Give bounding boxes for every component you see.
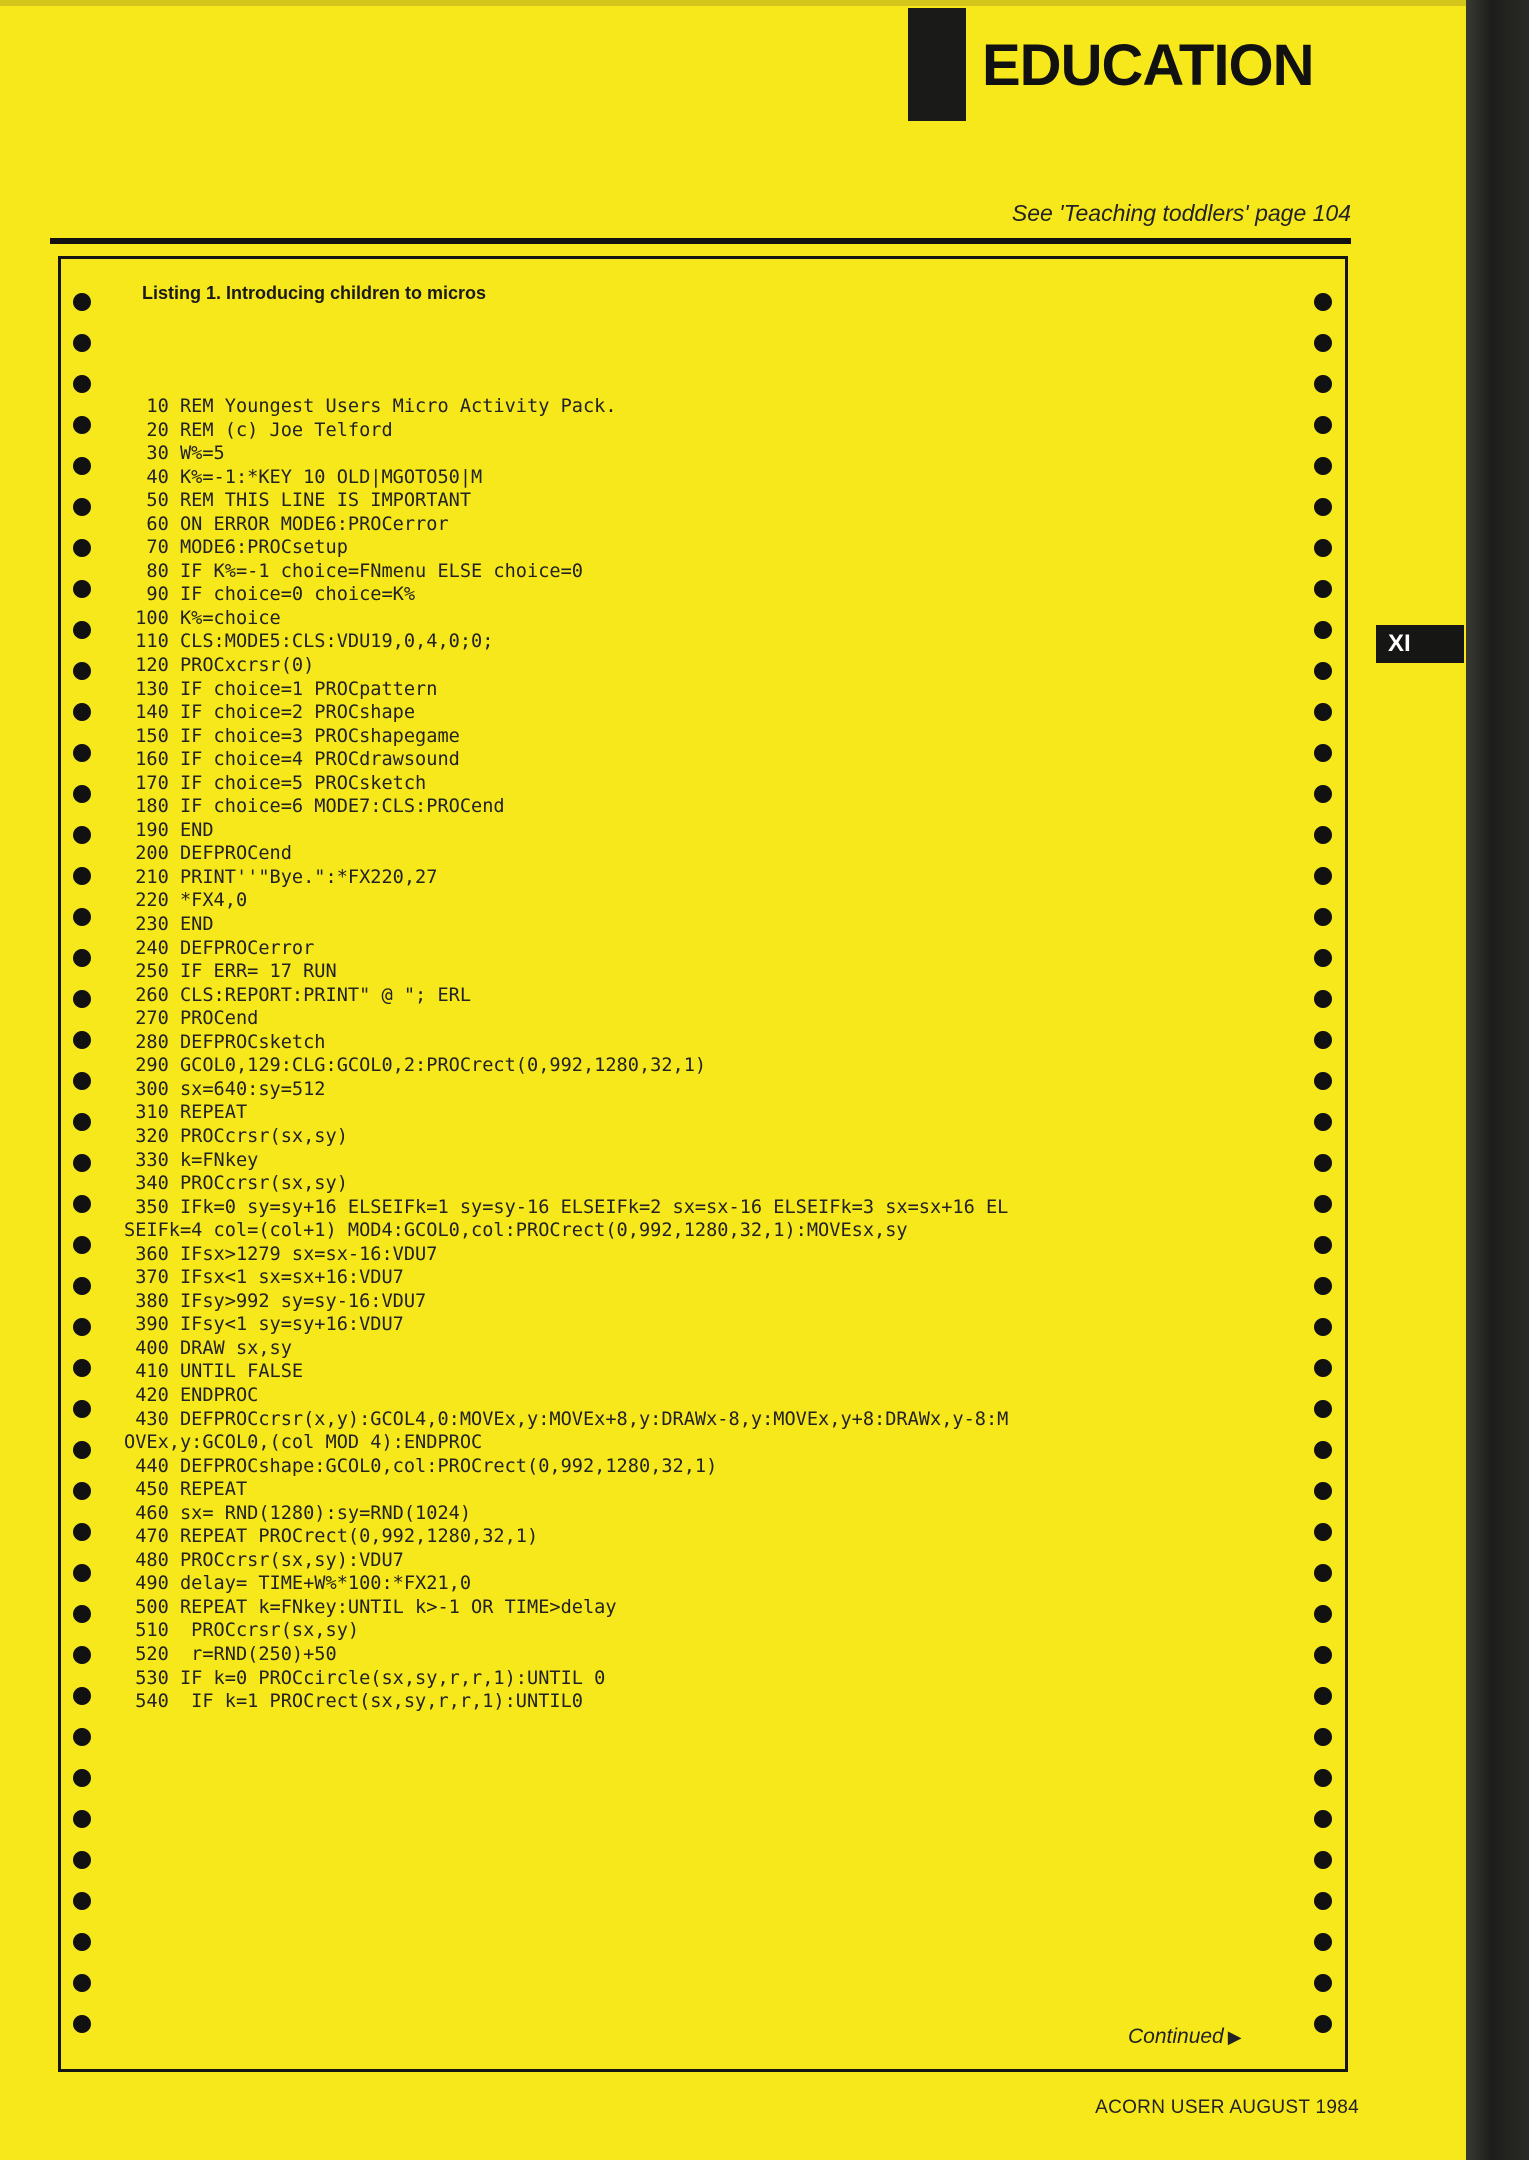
top-edge (0, 0, 1466, 6)
sprocket-hole (73, 744, 91, 762)
section-tab: XI (1376, 625, 1464, 663)
sprocket-hole (73, 1318, 91, 1336)
sprocket-hole (1314, 1441, 1332, 1459)
code-line: 300 sx=640:sy=512 (124, 1078, 326, 1100)
header-black-block (908, 8, 966, 121)
sprocket-hole (1314, 1318, 1332, 1336)
code-line: 120 PROCxcrsr(0) (124, 655, 315, 677)
sprocket-hole (1314, 1605, 1332, 1623)
sprocket-hole (73, 908, 91, 926)
code-line: 510 PROCcrsr(sx,sy) (124, 1620, 360, 1642)
sprocket-hole (73, 1400, 91, 1418)
code-line: 80 IF K%=-1 choice=FNmenu ELSE choice=0 (124, 560, 583, 582)
sprocket-hole (73, 1523, 91, 1541)
sprocket-hole (73, 1236, 91, 1254)
code-line: 200 DEFPROCend (124, 843, 292, 865)
sprocket-hole (1314, 1769, 1332, 1787)
sprocket-hole (73, 416, 91, 434)
code-line: 250 IF ERR= 17 RUN (124, 961, 337, 983)
code-line: 330 k=FNkey (124, 1149, 259, 1171)
page-footer: ACORN USER AUGUST 1984 (1095, 2097, 1359, 2118)
sprocket-hole (73, 539, 91, 557)
sprocket-hole (73, 1974, 91, 1992)
code-line: 280 DEFPROCsketch (124, 1031, 326, 1053)
sprocket-hole (1314, 293, 1332, 311)
code-line: 230 END (124, 914, 214, 936)
code-line: 20 REM (c) Joe Telford (124, 419, 393, 441)
code-line: 190 END (124, 819, 214, 841)
code-line: 540 IF k=1 PROCrect(sx,sy,r,r,1):UNTIL0 (124, 1691, 583, 1713)
sprocket-hole (73, 580, 91, 598)
sprocket-hole (1314, 1031, 1332, 1049)
code-line: 490 delay= TIME+W%*100:*FX21,0 (124, 1573, 472, 1595)
sprocket-hole (1314, 334, 1332, 352)
sprocket-hole (73, 1564, 91, 1582)
sprocket-hole (73, 1810, 91, 1828)
sprocket-hole (1314, 1851, 1332, 1869)
sprocket-hole (1314, 498, 1332, 516)
code-line: 310 REPEAT (124, 1102, 248, 1124)
sprocket-hole (73, 1892, 91, 1910)
sprocket-hole (1314, 1400, 1332, 1418)
sprocket-hole (73, 949, 91, 967)
code-line: 370 IFsx<1 sx=sx+16:VDU7 (124, 1267, 404, 1289)
sprocket-hole (73, 498, 91, 516)
code-line: 460 sx= RND(1280):sy=RND(1024) (124, 1502, 472, 1524)
sprocket-hole (73, 703, 91, 721)
code-line: SEIFk=4 col=(col+1) MOD4:GCOL0,col:PROCrect(0,992,1280,32,1):MOVEsx,sy (124, 1220, 908, 1242)
sprocket-hole (1314, 1892, 1332, 1910)
sprocket-hole (1314, 1646, 1332, 1664)
code-line: 220 *FX4,0 (124, 890, 248, 912)
sprocket-hole (73, 1031, 91, 1049)
code-line: 70 MODE6:PROCsetup (124, 537, 348, 559)
code-line: 530 IF k=0 PROCcircle(sx,sy,r,r,1):UNTIL 0 (124, 1667, 606, 1689)
sprocket-hole (73, 1933, 91, 1951)
code-line: 420 ENDPROC (124, 1384, 259, 1406)
sprocket-hole (73, 457, 91, 475)
code-line: 90 IF choice=0 choice=K% (124, 584, 416, 606)
sprocket-hole (1314, 785, 1332, 803)
arrow-right-icon: ▶ (1227, 2027, 1242, 2047)
sprocket-hole (1314, 580, 1332, 598)
sprocket-hole (73, 867, 91, 885)
sprocket-hole (73, 785, 91, 803)
sprocket-hole (1314, 662, 1332, 680)
code-listing (124, 395, 1314, 1714)
code-line: 180 IF choice=6 MODE7:CLS:PROCend (124, 796, 505, 818)
continued-label (1128, 2025, 1242, 2049)
code-line: 500 REPEAT k=FNkey:UNTIL k>-1 OR TIME>delay (124, 1596, 617, 1618)
sprocket-hole (1314, 1974, 1332, 1992)
code-line: 380 IFsy>992 sy=sy-16:VDU7 (124, 1290, 427, 1312)
header-rule (50, 238, 1351, 244)
sprocket-hole (73, 293, 91, 311)
sprocket-hole (1314, 826, 1332, 844)
code-line: 430 DEFPROCcrsr(x,y):GCOL4,0:MOVEx,y:MOVEx+8,y:DRAWx-8,y:MOVEx,y+8:DRAWx,y-8:M (124, 1408, 1009, 1430)
cross-reference: See 'Teaching toddlers' page 104 (1011, 200, 1351, 226)
code-line: 390 IFsy<1 sy=sy+16:VDU7 (124, 1314, 404, 1336)
sprocket-hole (73, 1851, 91, 1869)
sprocket-hole (1314, 1236, 1332, 1254)
section-title: EDUCATION (982, 33, 1314, 98)
code-line: 350 IFk=0 sy=sy+16 ELSEIFk=1 sy=sy-16 ELSEIFk=2 sx=sx-16 ELSEIFk=3 sx=sx+16 EL (124, 1196, 1009, 1218)
code-line: 40 K%=-1:*KEY 10 OLD|MGOTO50|M (124, 466, 483, 488)
sprocket-hole (73, 1113, 91, 1131)
sprocket-hole (73, 621, 91, 639)
sprocket-hole (1314, 990, 1332, 1008)
sprocket-hole (73, 1359, 91, 1377)
sprocket-hole (73, 1769, 91, 1787)
code-line: 50 REM THIS LINE IS IMPORTANT (124, 490, 472, 512)
sprocket-hole (1314, 1072, 1332, 1090)
sprocket-hole (1314, 1113, 1332, 1131)
sprocket-hole (1314, 867, 1332, 885)
listing-title: Listing 1. Introducing children to micros (142, 283, 487, 303)
code-line: 520 r=RND(250)+50 (124, 1643, 337, 1665)
code-line: 130 IF choice=1 PROCpattern (124, 678, 438, 700)
sprocket-hole (1314, 1523, 1332, 1541)
sprocket-hole (73, 1482, 91, 1500)
code-line: 140 IF choice=2 PROCshape (124, 702, 416, 724)
code-line: 450 REPEAT (124, 1479, 248, 1501)
continued-text: Continued (1128, 2025, 1224, 2048)
sprocket-hole (73, 1072, 91, 1090)
sprocket-hole (1314, 1195, 1332, 1213)
code-line: 10 REM Youngest Users Micro Activity Pack. (124, 396, 617, 417)
sprocket-hole (73, 1154, 91, 1172)
sprocket-hole (1314, 703, 1332, 721)
sprocket-hole (73, 1605, 91, 1623)
sprocket-hole (1314, 1359, 1332, 1377)
sprocket-hole (73, 1728, 91, 1746)
sprocket-hole (73, 1687, 91, 1705)
sprocket-hole (73, 1441, 91, 1459)
code-line: 270 PROCend (124, 1008, 259, 1030)
sprocket-hole (73, 662, 91, 680)
sprocket-hole (1314, 539, 1332, 557)
sprocket-hole (1314, 1482, 1332, 1500)
code-line: 110 CLS:MODE5:CLS:VDU19,0,4,0;0; (124, 631, 494, 653)
code-line: 240 DEFPROCerror (124, 937, 315, 959)
code-line: OVEx,y:GCOL0,(col MOD 4):ENDPROC (124, 1432, 483, 1454)
sprocket-hole (73, 990, 91, 1008)
code-line: 440 DEFPROCshape:GCOL0,col:PROCrect(0,992,1280,32,1) (124, 1455, 718, 1477)
sprocket-hole (1314, 949, 1332, 967)
sprocket-hole (1314, 744, 1332, 762)
code-line: 400 DRAW sx,sy (124, 1337, 292, 1359)
code-line: 360 IFsx>1279 sx=sx-16:VDU7 (124, 1243, 438, 1265)
sprocket-hole (73, 2015, 91, 2033)
sprocket-hole (1314, 1933, 1332, 1951)
sprocket-hole (1314, 1277, 1332, 1295)
sprocket-hole (1314, 375, 1332, 393)
sprocket-hole (1314, 457, 1332, 475)
code-line: 290 GCOL0,129:CLG:GCOL0,2:PROCrect(0,992,1280,32,1) (124, 1055, 707, 1077)
sprocket-hole (73, 1277, 91, 1295)
code-line: 480 PROCcrsr(sx,sy):VDU7 (124, 1549, 404, 1571)
sprocket-hole (1314, 1728, 1332, 1746)
sprocket-hole (1314, 416, 1332, 434)
code-line: 160 IF choice=4 PROCdrawsound (124, 749, 460, 771)
sprocket-hole (1314, 2015, 1332, 2033)
code-line: 320 PROCcrsr(sx,sy) (124, 1125, 348, 1147)
sprocket-hole (73, 1195, 91, 1213)
code-line: 340 PROCcrsr(sx,sy) (124, 1173, 348, 1195)
code-line: 150 IF choice=3 PROCshapegame (124, 725, 460, 747)
sprocket-hole (73, 375, 91, 393)
code-line: 470 REPEAT PROCrect(0,992,1280,32,1) (124, 1526, 539, 1548)
code-line: 100 K%=choice (124, 607, 281, 629)
code-line: 210 PRINT''"Bye.":*FX220,27 (124, 866, 438, 888)
sprocket-hole (1314, 1810, 1332, 1828)
sprocket-hole (1314, 1687, 1332, 1705)
code-line: 60 ON ERROR MODE6:PROCerror (124, 513, 449, 535)
code-line: 410 UNTIL FALSE (124, 1361, 304, 1383)
sprocket-hole (73, 826, 91, 844)
code-line: 30 W%=5 (124, 443, 225, 465)
sprocket-hole (1314, 908, 1332, 926)
sprocket-hole (1314, 1154, 1332, 1172)
page-edge-shadow (1466, 0, 1529, 2160)
sprocket-hole (73, 334, 91, 352)
code-line: 170 IF choice=5 PROCsketch (124, 772, 427, 794)
sprocket-hole (1314, 1564, 1332, 1582)
sprocket-hole (1314, 621, 1332, 639)
sprocket-hole (73, 1646, 91, 1664)
code-line: 260 CLS:REPORT:PRINT" @ "; ERL (124, 984, 472, 1006)
